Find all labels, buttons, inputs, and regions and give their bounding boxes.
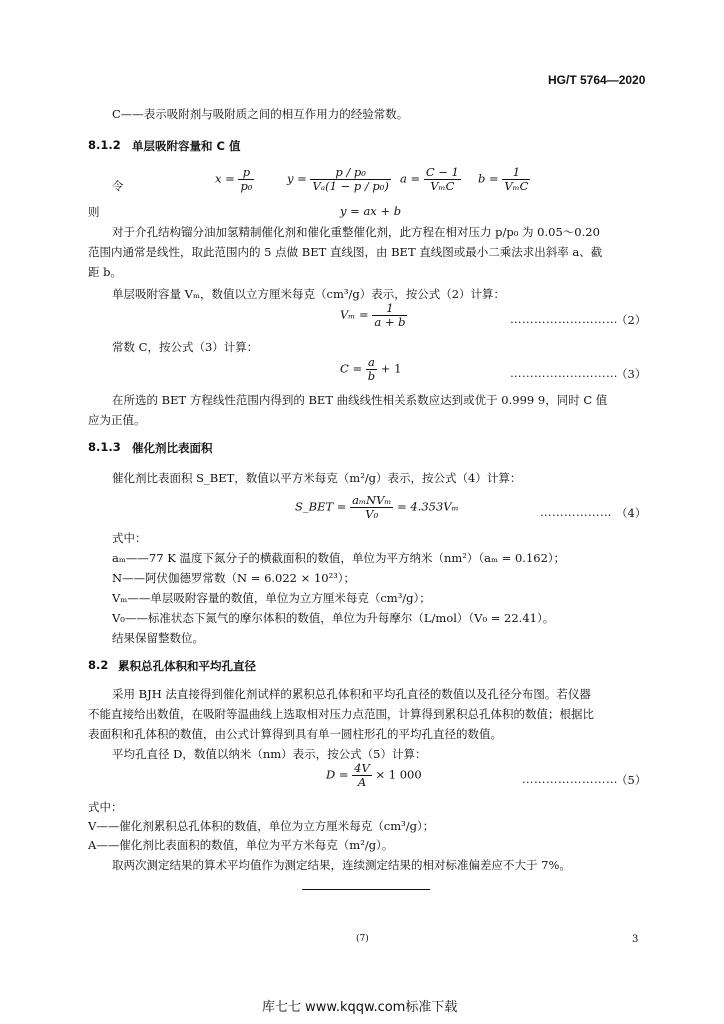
linear-equation: y = ax + b	[340, 204, 402, 218]
section-8-1-3-title: 催化剂比表面积	[132, 441, 213, 455]
eq3-fraction	[366, 356, 377, 383]
page-number: 3	[632, 934, 639, 945]
para-8-1-2-line-2: 范围内通常是线性，取此范围内的 5 点做 BET 直线图，由 BET 直线图或最小二乘法求出斜率 a、截	[88, 245, 603, 259]
para-bet-line-2: 应为正值。	[88, 413, 146, 427]
def-a: A——催化剂比表面积的数值，单位为平方米每克（m²/g）。	[88, 838, 394, 852]
eq-b-fraction	[502, 166, 530, 193]
eq2-fraction	[372, 302, 407, 329]
eq3-lhs: C =	[340, 361, 363, 376]
eq2-number: （2）	[616, 313, 647, 327]
equation-a	[400, 166, 461, 193]
def-vm: Vₘ——单层吸附容量的数值，单位为立方厘米每克（cm³/g）；	[112, 591, 431, 605]
end-rule	[302, 889, 430, 890]
eq-b-lhs: b =	[478, 171, 499, 186]
para-8-1-2-line-3: 距 b。	[88, 265, 123, 279]
eq2-numerator: 1	[372, 302, 407, 316]
eq4-rhs: = 4.353Vₘ	[397, 499, 459, 514]
eq-a-denominator: VₘC	[430, 179, 455, 194]
para-bet-line-1: 在所选的 BET 方程线性范围内得到的 BET 曲线线性相关系数应达到或优于 0.999 9，同时 C 值	[112, 393, 608, 407]
standard-number: HG/T 5764—2020	[548, 73, 646, 87]
eq-x-numerator: p	[238, 166, 254, 180]
para-8-2-line-1: 采用 BJH 法直接得到催化剂试样的累积总孔体积和平均孔直径的数值以及孔径分布图。若仪器	[112, 687, 591, 701]
equation-b	[478, 166, 530, 193]
section-8-1-3-number: 8.1.3	[88, 440, 121, 454]
eq-x-fraction	[238, 166, 254, 193]
eq5-fraction	[352, 762, 372, 789]
original-page-number: (7)	[356, 934, 369, 944]
para-c-intro: 常数 C，按公式（3）计算：	[112, 340, 259, 354]
eq-y-fraction	[310, 166, 390, 193]
eq3-denominator: b	[367, 369, 376, 384]
eq3-leader-dots: ………………………	[510, 366, 618, 380]
eq-x-lhs: x =	[215, 171, 235, 186]
eq-y-denominator: Vₐ(1 − p / p₀)	[312, 179, 389, 194]
para-vm-intro: 单层吸附容量 Vₘ，数值以立方厘米每克（cm³/g）表示，按公式（2）计算：	[112, 287, 506, 301]
def-am: aₘ——77 K 温度下氮分子的横截面积的数值，单位为平方纳米（nm²）（aₘ = 0.162）；	[112, 551, 566, 565]
eq4-fraction	[350, 494, 393, 521]
eq2-lhs: Vₘ =	[340, 307, 369, 322]
equation-x	[215, 166, 254, 193]
section-8-2-title: 累积总孔体积和平均孔直径	[118, 659, 256, 673]
equation-2	[340, 302, 407, 329]
let-word: 令	[112, 179, 124, 193]
eq4-number: （4）	[616, 506, 647, 520]
eq5-denominator: A	[357, 775, 367, 790]
eq2-denominator: a + b	[374, 315, 406, 330]
equation-y	[287, 166, 391, 193]
equation-4	[295, 494, 459, 521]
eq3-numerator: a	[366, 356, 377, 370]
eq-a-fraction	[424, 166, 461, 193]
eq-a-numerator: C − 1	[425, 165, 459, 179]
eq3-rhs: + 1	[380, 361, 402, 376]
then-word: 则	[88, 205, 100, 219]
eq5-numerator: 4V	[354, 761, 370, 775]
eq5-lhs: D =	[326, 767, 349, 782]
para-8-2-line-3: 表面积和孔体积的数值，由公式计算得到具有单一圆柱形孔的平均孔直径的数值。	[88, 727, 502, 741]
eq-a-lhs: a =	[400, 171, 421, 186]
eq-x-denominator: p₀	[240, 179, 253, 194]
eq4-leader-dots: ………………	[540, 505, 612, 519]
def-v: V——催化剂累积总孔体积的数值，单位为立方厘米每克（cm³/g）；	[88, 819, 435, 833]
eq-y-numerator: p / p₀	[310, 166, 390, 180]
def-v0: V₀——标准状态下氮气的摩尔体积的数值，单位为升每摩尔（L/mol）（V₀ = 22.41）。	[112, 611, 555, 625]
equation-5	[326, 762, 422, 789]
equation-3	[340, 356, 401, 383]
final-statement: 取两次测定结果的算术平均值作为测定结果，连续测定结果的相对标准偏差应不大于 7%。	[112, 858, 571, 872]
para-d-intro: 平均孔直径 D，数值以纳米（nm）表示，按公式（5）计算：	[112, 747, 427, 761]
section-8-2-number: 8.2	[88, 658, 109, 672]
eq4-lhs: S_BET =	[295, 499, 347, 514]
para-8-1-2-line-1: 对于介孔结构镏分油加氢精制催化剂和催化重整催化剂，此方程在相对压力 p/p₀ 为 0.05～0.20	[112, 225, 600, 239]
eq5-rhs: × 1 000	[375, 767, 422, 782]
c-definition: C——表示吸附剂与吸附质之间的相互作用力的经验常数。	[112, 107, 409, 121]
eq-b-denominator: VₘC	[504, 179, 529, 194]
where-label-5: 式中：	[88, 800, 123, 814]
para-8-2-line-2: 不能直接给出数值，在吸附等温曲线上选取相对压力点范围，计算得到累积总孔体积的数值；根据比	[88, 707, 594, 721]
eq-b-numerator: 1	[502, 166, 530, 180]
eq4-numerator: aₘNVₘ	[352, 493, 392, 507]
eq2-leader-dots: ………………………	[510, 312, 618, 326]
eq5-number: （5）	[616, 773, 647, 787]
eq5-leader-dots: ……………………	[522, 772, 618, 786]
result-rounding: 结果保留整数位。	[112, 631, 204, 645]
eq3-number: （3）	[616, 367, 647, 381]
def-n: N——阿伏伽德罗常数（N = 6.022 × 10²³）；	[112, 571, 356, 585]
eq4-denominator: V₀	[365, 507, 379, 522]
eq-y-lhs: y =	[287, 171, 307, 186]
section-8-1-2-title: 单层吸附容量和 C 值	[132, 139, 241, 153]
where-label-4: 式中：	[112, 531, 147, 545]
para-sbet-intro: 催化剂比表面积 S_BET，数值以平方米每克（m²/g）表示，按公式（4）计算：	[112, 471, 522, 485]
section-8-1-2-number: 8.1.2	[88, 138, 121, 152]
watermark-footer: 库七七 www.kqqw.com标准下载	[262, 1000, 458, 1015]
